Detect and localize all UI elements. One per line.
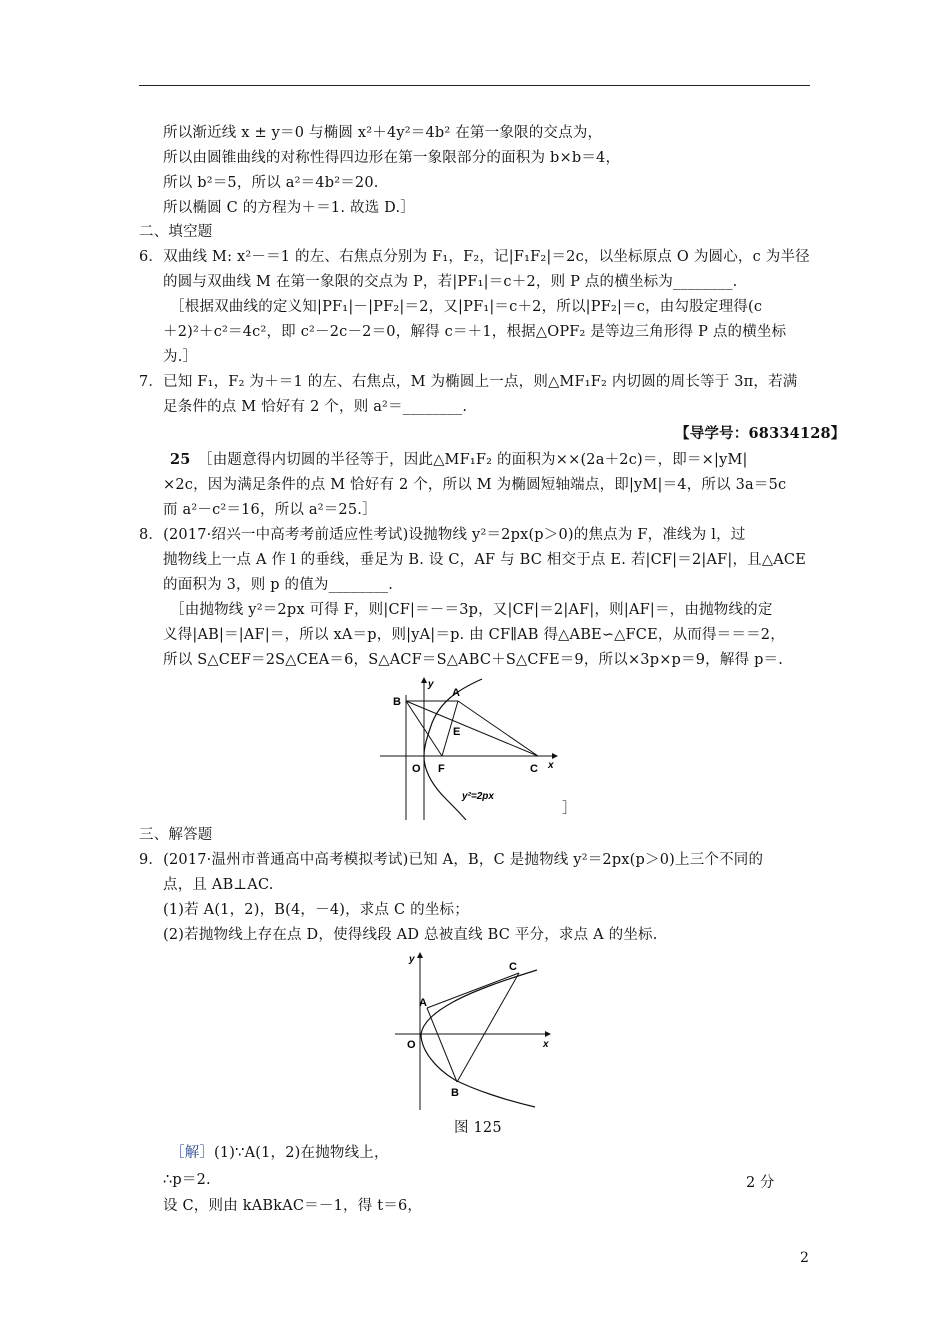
question-7: 7．已知 F₁，F₂ 为＋＝1 的左、右焦点，M 为椭圆上一点，则△MF₁F₂ 内切圆的周长等于 3π，若满: [139, 374, 798, 390]
label-x: x: [548, 760, 554, 771]
text-line: (2)若抛物线上存在点 D，使得线段 AD 总被直线 BC 平分，求点 A 的坐标.: [163, 927, 658, 943]
text-line: ×2c，因为满足条件的点 M 恰好有 2 个，所以 M 为椭圆短轴端点，即|yM|＝4，所以 3a＝5c: [163, 477, 787, 493]
header-rule: [139, 85, 810, 86]
label-A: A: [419, 997, 427, 1009]
x-axis-arrow-icon: [552, 753, 558, 759]
text-line: 所以渐近线 x ± y＝0 与椭圆 x²＋4y²＝4b² 在第一象限的交点为，: [163, 125, 603, 141]
text-line: 所以椭圆 C 的方程为＋＝1. 故选 D.］: [163, 200, 415, 216]
label-F: F: [438, 763, 445, 775]
text-line: (1)∵A(1，2)在抛物线上，: [214, 1145, 389, 1161]
segment-AC: [427, 973, 519, 1008]
text-line: 点，且 AB⊥AC.: [163, 877, 274, 893]
segment-BC: [406, 701, 538, 756]
text-line: ］: [562, 801, 577, 817]
text-line: ∴p＝2.: [163, 1172, 211, 1188]
text-line: (1)若 A(1，2)，B(4，－4)，求点 C 的坐标；: [163, 902, 469, 918]
solution-label: ［解］: [170, 1145, 215, 1161]
text-line: ＋2)²＋c²＝4c²，即 c²－2c－2＝0，解得 c＝＋1，根据△OPF₂ 是等边三角形得 P 点的横坐标: [163, 324, 787, 340]
text-line: 的面积为 3，则 p 的值为________.: [163, 577, 394, 593]
label-x: x: [543, 1039, 549, 1050]
text-line: 义得|AB|＝|AF|＝，所以 xA＝p，则|yA|＝p. 由 CF∥AB 得△ABE∽△FCE，从而得＝＝＝2，: [163, 627, 785, 643]
score-mark: 2 分: [746, 1175, 775, 1191]
parabola-curve: [421, 970, 537, 1107]
y-axis-arrow-icon: [417, 952, 423, 958]
section-heading: 三、解答题: [139, 827, 213, 843]
y-axis-arrow-icon: [421, 677, 427, 683]
question-6: 6．双曲线 M: x²－＝1 的左、右焦点分别为 F₁，F₂，记|F₁F₂|＝2c，以坐标原点 O 为圆心，c 为半径: [139, 249, 810, 265]
label-C: C: [509, 961, 517, 973]
label-C: C: [530, 763, 538, 775]
figure-parabola-triangle: [380, 675, 560, 824]
guide-number: 【导学号：68334128】: [675, 425, 846, 442]
text-line: ［由题意得内切圆的半径等于，因此△MF₁F₂ 的面积为××(2a＋2c)＝，即＝×|yM|: [198, 452, 748, 468]
text-line: ［由抛物线 y²＝2px 可得 F，则|CF|＝－＝3p，又|CF|＝2|AF|，则|AF|＝，由抛物线的定: [170, 602, 773, 618]
label-y: y: [428, 679, 434, 690]
section-heading: 二、填空题: [139, 224, 213, 240]
text-line: 为.］: [163, 349, 198, 365]
text-line: 抛物线上一点 A 作 l 的垂线，垂足为 B. 设 C，AF 与 BC 相交于点 E. 若|CF|＝2|AF|，且△ACE: [163, 552, 806, 568]
label-B: B: [393, 696, 401, 708]
figure-caption: 图 125: [454, 1120, 502, 1136]
text-line: 足条件的点 M 恰好有 2 个，则 a²＝________.: [163, 399, 468, 415]
segment-AC: [458, 701, 538, 756]
text-line: 所以 S△CEF＝2S△CEA＝6，S△ACF＝S△ABC＋S△CFE＝9，所以×3p×p＝9，解得 p＝.: [163, 652, 784, 668]
label-B: B: [451, 1087, 459, 1099]
page-number: 2: [800, 1250, 809, 1266]
label-O: O: [412, 763, 421, 775]
figure-125: [395, 950, 555, 1114]
segment-BC: [457, 973, 519, 1082]
text-line: 的圆与双曲线 M 在第一象限的交点为 P，若|PF₁|＝c＋2，则 P 点的横坐标为________.: [163, 274, 738, 290]
text-line: ［根据双曲线的定义知|PF₁|－|PF₂|＝2，又|PF₁|＝c＋2，所以|PF₂|＝c，由勾股定理得(c: [170, 299, 763, 315]
text-line: 设 C，则由 kABkAC＝－1，得 t＝6，: [163, 1198, 423, 1214]
answer-7: 25: [170, 451, 191, 468]
label-A: A: [452, 687, 460, 699]
text-line: 而 a²－c²＝16，所以 a²＝25.］: [163, 502, 377, 518]
label-y: y: [409, 954, 415, 965]
text-line: 所以 b²＝5，所以 a²＝4b²＝20.: [163, 175, 379, 191]
text-line: 所以由圆锥曲线的对称性得四边形在第一象限部分的面积为 b×b＝4，: [163, 150, 621, 166]
parabola-equation: y²=2px: [462, 791, 494, 802]
x-axis-arrow-icon: [545, 1031, 551, 1037]
question-9: 9．(2017·温州市普通高中高考模拟考试)已知 A，B，C 是抛物线 y²＝2px(p＞0)上三个不同的: [139, 852, 764, 868]
question-8: 8．(2017·绍兴一中高考考前适应性考试)设抛物线 y²＝2px(p＞0)的焦点为 F，准线为 l，过: [139, 527, 746, 543]
label-E: E: [453, 726, 461, 738]
label-O: O: [407, 1039, 416, 1051]
